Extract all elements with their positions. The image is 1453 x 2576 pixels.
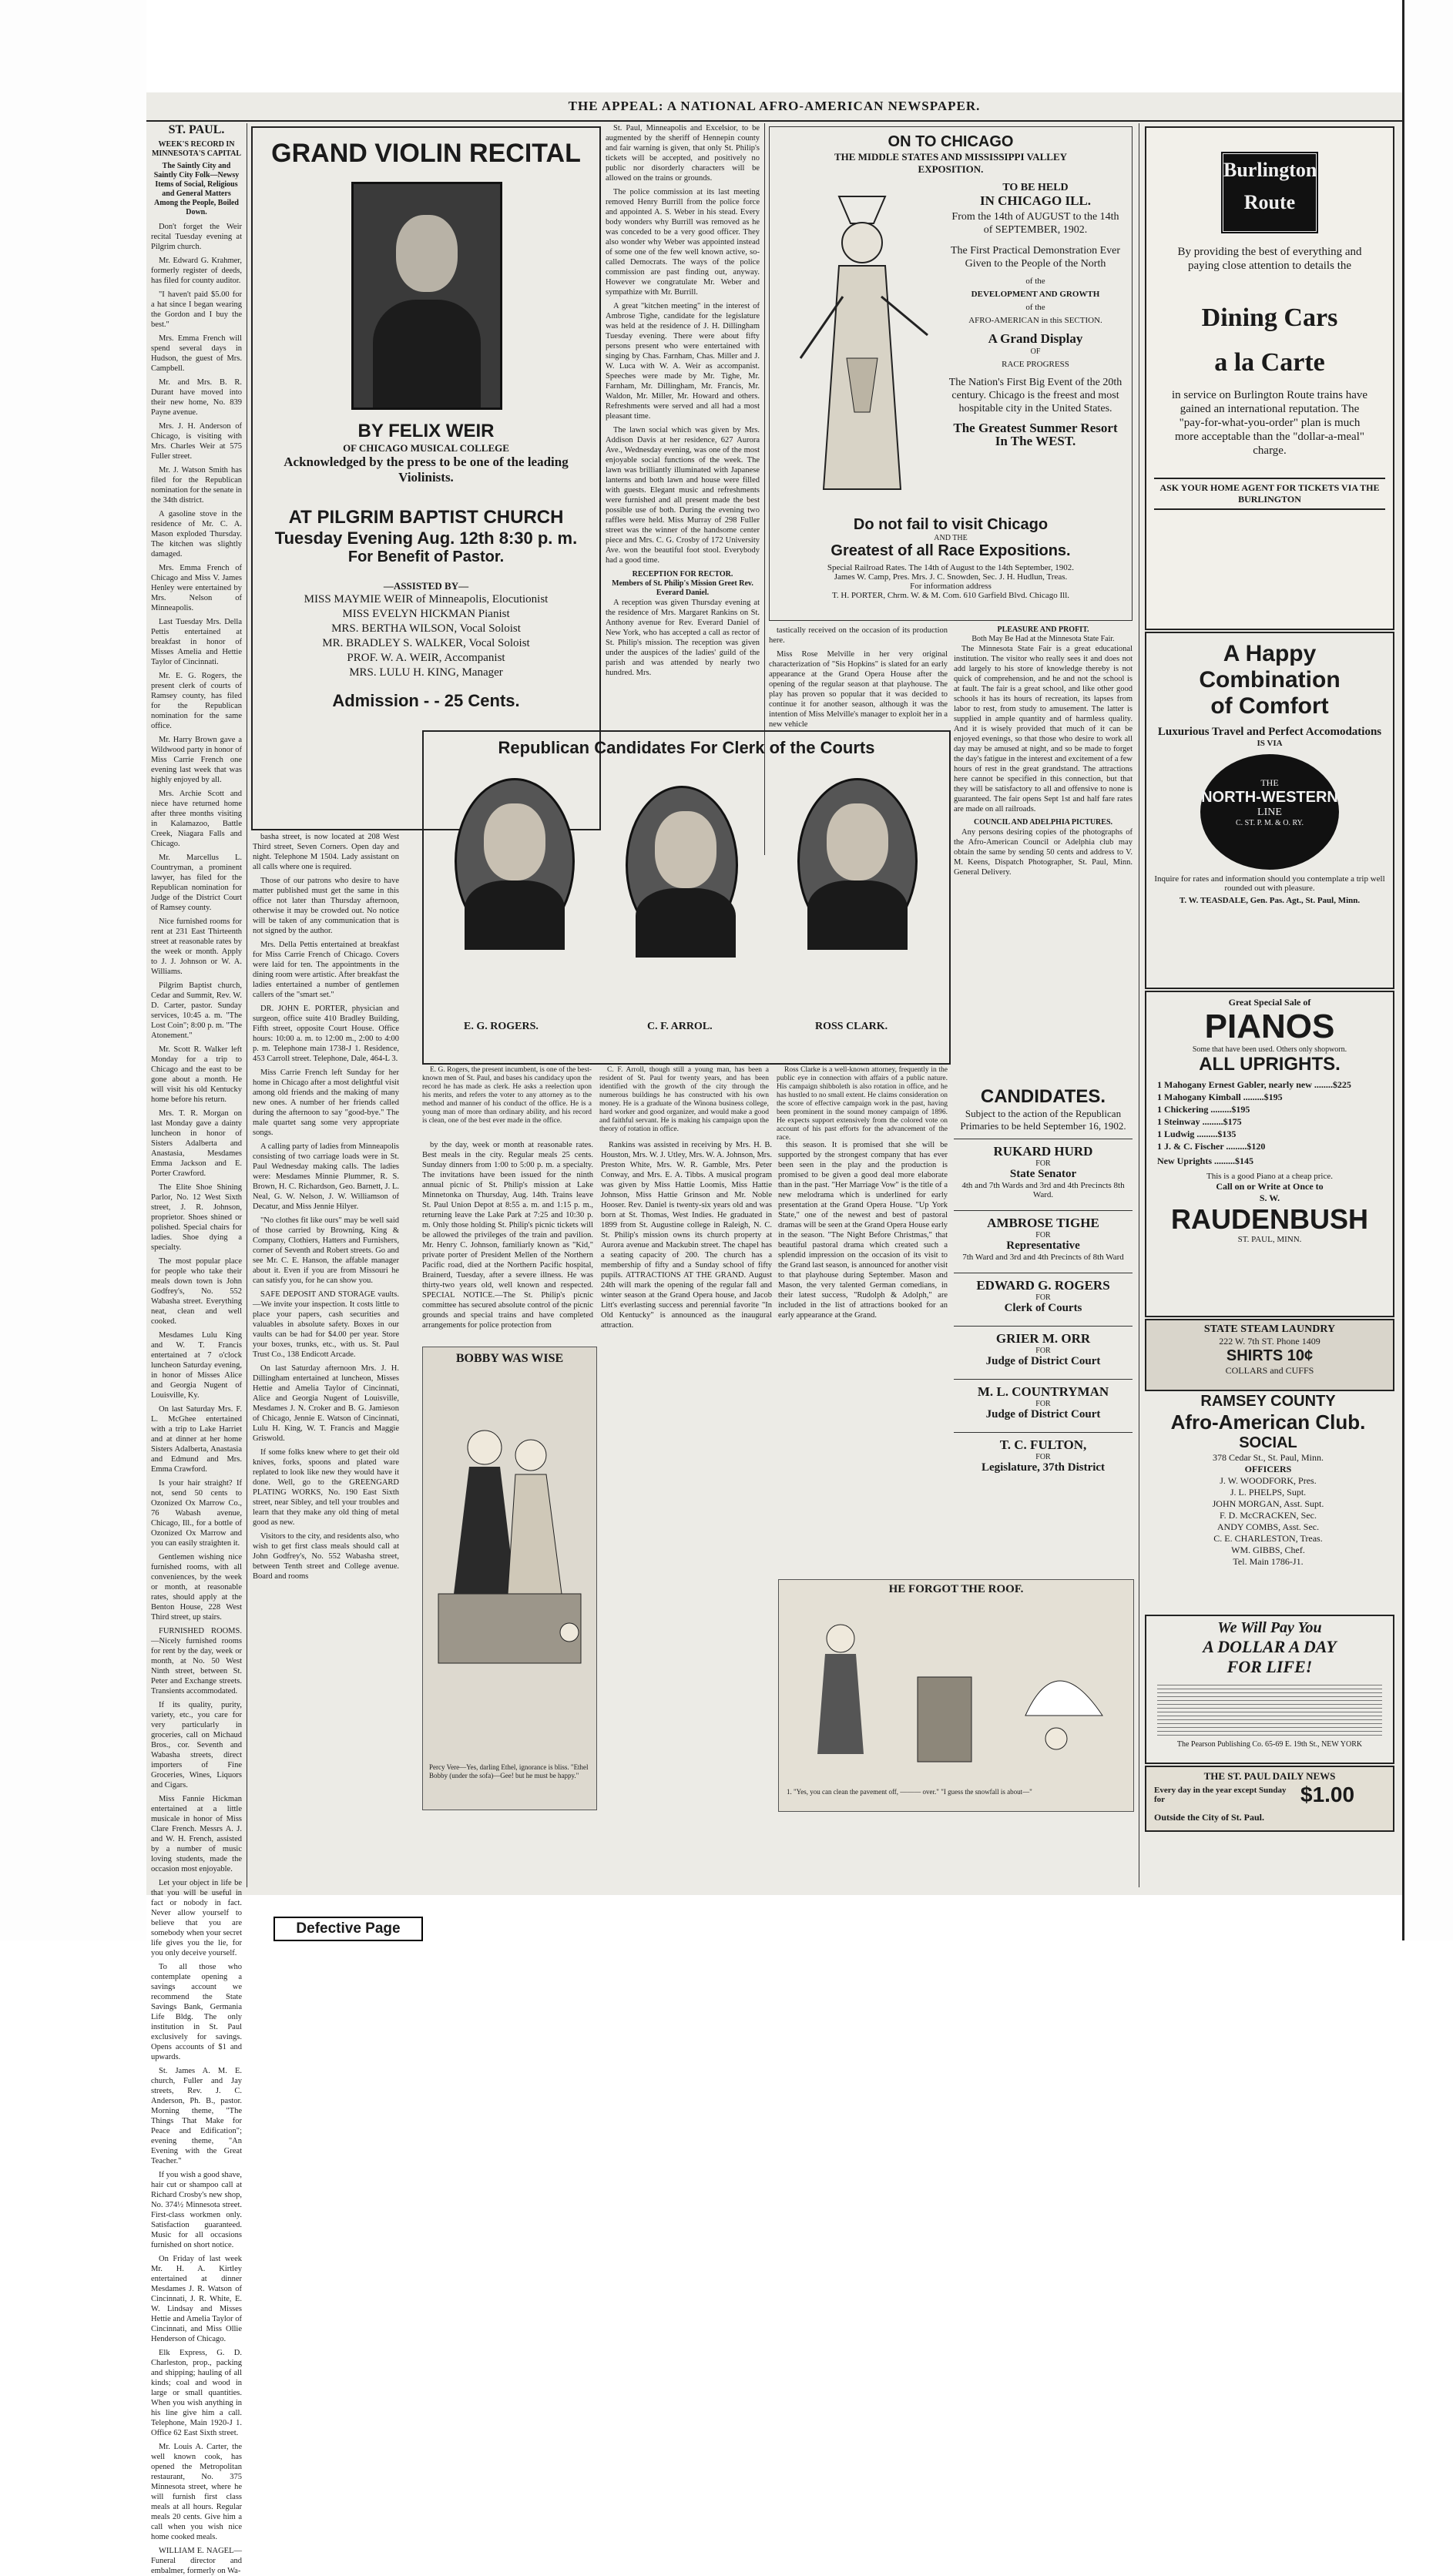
candidate-name: GRIER M. ORR [995, 1331, 1091, 1346]
chicago-ofthe: of the [1025, 303, 1045, 312]
candidate-detail: 4th and 7th Wards and 3rd and 4th Precincts 8th Ward. [961, 1181, 1125, 1199]
melville-paragraphs [769, 626, 948, 730]
news-item: FURNISHED ROOMS.—Nicely furnished rooms for rent by the day, week or month, at No. 50 West Ninth street, between St. Peter and Exchange streets. Transients accommodated. [151, 1627, 242, 1696]
recital-assistants [253, 592, 599, 680]
news-item: basha street, is now located at 208 West Third street, Seven Corners. Open day and night. Telephone M 1504. Lady assistant on all calls where one is required. [253, 833, 399, 871]
bobby-title: BOBBY WAS WISE [455, 1352, 564, 1365]
uprights: ALL UPRIGHTS. [1199, 1054, 1341, 1075]
news-item: Miss Fannie Hickman entertained at a little musicale in honor of Miss Clare French. Messrs A. J. and W. H. French, assisted by a number of music loving students, made the occasion most enjoyable. [151, 1795, 242, 1873]
news-item: A great "kitchen meeting" in the interest of Ambrose Tighe, candidate for the legislature was held at the residence of J. H. Dillingham Tuesday evening. There were about fifty persons present who were entertained with singing by Chas. Farnham, Chas. Miller and J. W. Luca with W. A. Weir as accompanist. Speeches were made by Mr. Tighe, Mr. Farnham, Mr. Dillingham, Mr. Francis, Mr. Waldon, Mr. Miller, Mr. Howard and others. Refreshments were served and all had a most pleasant time. [606, 302, 760, 421]
nw-rr: C. ST. P. M. & O. RY. [1236, 819, 1304, 827]
candidate-name: AMBROSE TIGHE [987, 1216, 1099, 1230]
club-officer: Tel. Main 1786-J1. [1233, 1556, 1304, 1567]
pianos-note: Some that have been used. Others only shopworn. [1192, 1045, 1347, 1054]
nw-name: NORTH-WESTERN [1201, 789, 1338, 806]
news-item: A gasoline stove in the residence of Mr. C. A. Mason exploded Thursday. The kitchen was slightly damaged. [151, 510, 242, 558]
nw-the: THE [1260, 777, 1279, 788]
raudenbush: RAUDENBUSH [1170, 1203, 1368, 1235]
recital-by: BY FELIX WEIR [357, 421, 495, 441]
afro-club-ad [1145, 1393, 1391, 1608]
news-item: Mr. Louis A. Carter, the well known cook, has opened the Metropolitan restaurant, No. 375 Minnesota street, where he will furnish first class meals at all hours. Regular meals 20 cents. Give him a call when you wish nice home cooked meals. [151, 2443, 242, 2541]
candidate-entries [954, 1139, 1133, 1474]
ramsey: RAMSEY COUNTY [1200, 1393, 1336, 1410]
afro-club: Afro-American Club. [1170, 1410, 1366, 1434]
bio-rogers: E. G. Rogers, the present incumbent, is one of the best-known men of St. Paul, and bases his candidacy upon the record he has made as clerk. He asks a reelection upon his merits, and refers the voter to any attorney as to the method and manner of his conduct of the office. He is a young man of more than ordinary ability, and his record is clean, one of the best ever made in the office. [422, 1066, 592, 1125]
roof-illustration [779, 1600, 1133, 1777]
news-item: Mr. and Mrs. B. R. Durant have moved into their new home, No. 839 Payne avenue. [151, 378, 242, 417]
news-item: The most popular place for people who take their meals down town is John Godfrey's, No. 552 Wabasha street. Everything neat, clean and well cooked. [151, 1257, 242, 1326]
news-item: Let your object in life be that you will be useful in fact or nobody in fact. Never allow yourself to believe that you are somebody when your secret life gives you the lie, for you only deceive yourself. [151, 1879, 242, 1957]
north-western-logo [1200, 754, 1339, 870]
chicago-info: For information address [910, 582, 992, 591]
news-item: "I haven't paid $5.00 for a hat since I began wearing the Gordon and I buy the best." [151, 290, 242, 329]
news-item: WILLIAM E. NAGEL—Funeral director and embalmer, formerly on Wa- [151, 2547, 242, 2575]
chicago-porter: T. H. PORTER, Chrm. W. & M. Com. 610 Garfield Blvd. Chicago Ill. [831, 591, 1070, 600]
bobby-illustration [423, 1378, 596, 1740]
club-addr: 378 Cedar St., St. Paul, Minn. [1212, 1452, 1324, 1463]
assistant-name: MRS. BERTHA WILSON, Vocal Soloist [331, 622, 521, 635]
column-st-paul [151, 123, 242, 2575]
candidate-entry [954, 1326, 1133, 1368]
piano-item: 1 J. & C. Fischer .........$120 [1157, 1141, 1266, 1152]
nw-inquire: Inquire for rates and information should you contemplate a trip well rounded out with pleasure. [1154, 874, 1385, 893]
arrol-portrait [626, 786, 738, 944]
news-item: Gentlemen wishing nice furnished rooms, with all conveniences, by the week or month, at reasonable rates, should apply at the Benton House, 228 West Third street, up stairs. [151, 1553, 242, 1622]
news-item: Last Tuesday Mrs. Della Pettis entertained at breakfast in honor of Misses Amelia and Hettie Taylor of Cincinnati. [151, 618, 242, 666]
chicago-greatest: Greatest of all Race Expositions. [831, 542, 1071, 559]
burlington-text: By providing the best of everything and paying close attention to details the [1177, 246, 1362, 272]
candidates-title: CANDIDATES. [980, 1086, 1106, 1107]
happy-3: of Comfort [1210, 693, 1329, 719]
news-item: Mrs. Emma French of Chicago and Miss V. James Henley were entertained by Mrs. Nelson of Minneapolis. [151, 564, 242, 612]
laundry-3: SHIRTS 10¢ [1226, 1347, 1314, 1364]
clark-portrait [797, 778, 918, 944]
officers: OFFICERS [1244, 1464, 1292, 1474]
chicago-of2: OF [1030, 347, 1041, 356]
news-item: Mrs. J. H. Anderson of Chicago, is visiting with Mrs. Charles Weir at 575 Fuller street. [151, 422, 242, 461]
chicago-afro: AFRO-AMERICAN in this SECTION. [968, 316, 1102, 325]
good-piano: This is a good Piano at a cheap price. [1206, 1172, 1334, 1181]
bobby-caption: Percy Vere—Yes, darling Ethel, ignorance is bliss. "Ethel Bobby (under the sofa)—Gee! but he must be happy." [429, 1763, 589, 1779]
club-officer: JOHN MORGAN, Asst. Supt. [1212, 1498, 1324, 1509]
piano-item: 1 Steinway .........$175 [1157, 1116, 1242, 1127]
chicago-display: A Grand Display [988, 331, 1083, 346]
raud-addr: ST. PAUL, MINN. [1237, 1235, 1302, 1244]
candidate-for: FOR [1035, 1293, 1051, 1302]
news-item: Mr. E. G. Rogers, the present clerk of courts of Ramsey county, has filed for the Republican nomination for the same office. [151, 672, 242, 730]
will-pay: We Will Pay You [1217, 1619, 1322, 1636]
pianos-ad [1145, 991, 1394, 1317]
masthead: THE APPEAL: A NATIONAL AFRO-AMERICAN NEWSPAPER. [146, 92, 1402, 122]
dollar-a-day-ad [1145, 1615, 1394, 1764]
bio-arrol: C. F. Arroll, though still a young man, has been a resident of St. Paul for twenty years, and has been identified with the growth of the city through the numerous buildings he has constructed with his own money. He is a graduate of the Winona business college, hard worker and good organizer, and would make a good and faithful servant. He is making his campaign upon the theory of rotation in office. [599, 1066, 769, 1133]
col1-paragraphs [151, 222, 242, 2576]
burlington-logo-text: Burlington Route [1223, 159, 1317, 213]
news-item: Mr. J. Watson Smith has filed for the Republican nomination for the senate in the 34th district. [151, 466, 242, 505]
chicago-city: IN CHICAGO ILL. [979, 193, 1092, 208]
candidate-office: Clerk of Courts [1004, 1302, 1082, 1314]
rector-sub: Members of St. Philip's Mission Greet Rev. Everard Daniel. [612, 579, 753, 597]
candidate-office: Representative [1006, 1239, 1080, 1252]
club-officer: ANDY COMBS, Asst. Sec. [1216, 1521, 1320, 1532]
allegorical-figure [785, 181, 939, 505]
recital-of: OF CHICAGO MUSICAL COLLEGE [343, 442, 509, 454]
candidate-name: RUKARD HURD [993, 1144, 1093, 1159]
news-item: Those of our patrons who desire to have matter published must get the same in this office not later than Thursday afternoon, otherwise it may be crowded out. No notice will be taken of any communication that is not signed by the author. [253, 877, 399, 935]
piano-item: 1 Ludwig .........$135 [1157, 1129, 1237, 1139]
rector-text: A reception was given Thursday evening at the residence of Mrs. Margaret Rankins on St. Anthony avenue for Rev. Everard Daniel of New York, who has accepted a call as rector of St. Philip's mission. The reception was given under the auspices of the ladies' guild of the parish and was attended by nearly two hundred. Mrs. [606, 599, 760, 677]
candidate-office: State Senator [1009, 1168, 1077, 1180]
club-officer: WM. GIBBS, Chef. [1231, 1545, 1305, 1555]
pleasure-text: The Minnesota State Fair is a great educational institution. The visitor who really sees it and does not add largely to his store of knowledge thereby is not quick of comprehension, and he and not the school is at fault. The fair is a great school, and like other good schools it has its hours of recreation, its lapses from labor to rest, from study to amusement. The latter is supplied in ample quantity and of harmless quality. And it is wisely provided that much of it can be enjoyed evenings, so that those who desire to work all day may be amused at night, and so be made to forget the day's fatigue in the interest and excitement of a few hours of rest in the great grandstand. The attractions here cannot be specified in this connection, but that they will be satisfactory to all and offensive to none is guaranteed. The fair opens Sept 1st and half fare rates are made on all railroads. [954, 645, 1133, 813]
roof-cartoon [778, 1579, 1134, 1812]
chicago-first: The First Practical Demonstration Ever Given to the People of the North [950, 245, 1121, 270]
luxurious: Luxurious Travel and Perfect Accomodations [1157, 726, 1382, 738]
assistant-name: MRS. LULU H. KING, Manager [349, 666, 503, 679]
candidate-name: M. L. COUNTRYMAN [977, 1384, 1109, 1399]
news-item: On Friday of last week Mr. H. A. Kirtley entertained at dinner Mesdames J. R. Watson of Cincinnati, J. R. White, E. W. Lindsay and Misses Hettie and Amelia Taylor of Cincinnati, and Miss Ollie Henderson of Chicago. [151, 2255, 242, 2343]
scan-left-margin [0, 0, 146, 1940]
burlington-logo [1220, 151, 1319, 234]
news-item: Don't forget the Weir recital Tuesday evening at Pilgrim church. [151, 223, 242, 251]
chicago-held: TO BE HELD [1002, 182, 1069, 193]
news-item: If you wish a good shave, hair cut or shampoo call at Richard Crosby's new shop, No. 374½ Minnesota street. First-class workmen only. Satisfaction guaranteed. Music for all occasions furnished on short notice. [151, 2171, 242, 2249]
news-item: Mrs. Emma French will spend several days in Hudson, the guest of Mrs. Campbell. [151, 334, 242, 373]
news-item: SAFE DEPOSIT AND STORAGE vaults.—We invite your inspection. It costs little to place your papers, cash securities and valuables in absolute safety. Boxes in our vaults can be had for $4.00 per year. Store your boxes, trunks, etc., with us. St. Paul Trust Co., 138 Endicott Arcade. [253, 1290, 399, 1359]
chicago-and: AND THE [934, 534, 968, 542]
candidate-for: FOR [1035, 1400, 1051, 1408]
burlington-ask: ASK YOUR HOME AGENT FOR TICKETS VIA THE BURLINGTON [1154, 478, 1385, 510]
republican-candidates-box [422, 730, 951, 1065]
candidate-for: FOR [1035, 1453, 1051, 1461]
chicago-officers: James W. Camp, Pres. Mrs. J. C. Snowden, Sec. J. H. Hudlun, Treas. [834, 572, 1068, 582]
pleasure-sub: Both May Be Had at the Minnesota State Fair. [971, 635, 1115, 643]
column-2-bottom [253, 1066, 416, 1135]
chicago-sub1: THE MIDDLE STATES AND MISSISSIPPI VALLEY [834, 151, 1068, 163]
news-item: If some folks knew where to get their old knives, forks, spoons and plated ware replated to look like new they would have it done. Well, go to the GREENGARD PLATING WORKS, No. 190 East Sixth street, near Sibley, and tell your troubles and learn that they make any old thing of metal good as new. [253, 1448, 399, 1527]
candidate-office: Judge of District Court [985, 1355, 1101, 1367]
laundry-1: STATE STEAM LAUNDRY [1203, 1323, 1336, 1335]
candidate-office: Judge of District Court [985, 1408, 1101, 1420]
news-item: St. Paul, Minneapolis and Excelsior, to be augmented by the sheriff of Hennepin county and fair warning is given, that only St. Philip's tickets will be accepted, and positively no public nor disorderly characters will be allowed on the trains or grounds. [606, 124, 760, 183]
candidate-for: FOR [1035, 1159, 1051, 1168]
chicago-title: ON TO CHICAGO [888, 133, 1014, 150]
candidate-entry [954, 1210, 1133, 1262]
pleasure-head: PLEASURE AND PROFIT. [997, 626, 1089, 634]
news-item: Is your hair straight? If not, send 50 cents to Ozonized Ox Marrow Co., 76 Wabash avenue, Chicago, Ill., for a bottle of Ozonized Ox Marrow and you can easily straighten it. [151, 1479, 242, 1548]
news-item: Mesdames Lulu King and W. T. Francis entertained at 7 o'clock luncheon Saturday evening, in honor of Misses Alice and Georgia Nugent of Louisville, Ky. [151, 1331, 242, 1400]
recital-ad [251, 126, 601, 830]
news-item: To all those who contemplate opening a savings account we recommend the State Savings Bank, Germania Life Bldg. The only institution in St. Paul exclusively for savings. Opens accounts of $1 and upwards. [151, 1963, 242, 2061]
recital-when: Tuesday Evening Aug. 12th 8:30 p. m. [274, 528, 578, 548]
burlington-service: in service on Burlington Route trains have gained an international reputation. The "pay-for-what-you-order" plan is much more acceptable than the "dollar-a-meal" charge. [1171, 389, 1368, 457]
news-item: Mr. Harry Brown gave a Wildwood party in honor of Miss Carrie French one evening last week that was highly enjoyed by all. [151, 736, 242, 784]
piano-item: 1 Mahogany Kimball .........$195 [1157, 1092, 1283, 1102]
nw-agent: T. W. TEASDALE, Gen. Pas. Agt., St. Paul, Minn. [1179, 896, 1361, 905]
is-via: IS VIA [1257, 739, 1283, 748]
daily-news-ad [1145, 1766, 1394, 1832]
deck: The Saintly City and Saintly City Folk—Newsy Items of Social, Religious and General Matters Among the People, Boiled Down. [153, 162, 240, 216]
council-text: Any persons desiring copies of the photographs of the Afro-American Council or Adelphia club may obtain the same by sending 50 cents and address to V. M. Keens, Dispatch Photographer, St. Paul, Minn. General Delivery. [954, 828, 1133, 877]
recital-ack: Acknowledged by the press to be one of the leading Violinists. [284, 454, 569, 485]
council-head: COUNCIL AND ADELPHIA PICTURES. [973, 818, 1113, 827]
news-item: Mrs. Archie Scott and niece have returned home after three months visiting in Kalamazoo, Battle Creek, Niagara Falls and Chicago. [151, 790, 242, 848]
burlington-ad [1145, 126, 1394, 630]
roof-caption: 1. "Yes, you can clean the pavement off, ——— over." "I guess the snowfall is about—" [787, 1788, 1032, 1796]
news-item: The police commission at its last meeting removed Henry Burrill from the police force and appointed A. S. Weber in his stead. Every body wonders why Burrill was removed as he was conceded to be a very good officer. They also wonder why Weber was appointed instead of some one of the few well known active, so-called Democrats. The ways of the police commission are past finding out, anyway. However we congratulate Mr. Weber and sympathize with Mr. Burrill. [606, 188, 760, 297]
fine-print [1157, 1682, 1382, 1736]
social: SOCIAL [1239, 1434, 1297, 1451]
rogers-portrait [455, 778, 575, 944]
for-life: FOR LIFE! [1226, 1657, 1313, 1676]
news-item: Miss Carrie French left Sunday for her home in Chicago after a most delightful visit among old friends and the making of many new ones. A number of her friends called during the afternoon to say "good-bye." The male quartet sang some very appropriate songs. [253, 1068, 399, 1137]
column-2-lower [253, 832, 399, 1581]
chicago-sub2: EXPOSITION. [918, 163, 984, 175]
dn-price: $1.00 [1300, 1783, 1355, 1806]
news-item: DR. JOHN E. PORTER, physician and surgeon, office suite 410 Bradley Building, Fifth street, opposite Court House. Office hours: 10:00 a. m. to 12:00 m., 2:00 to 4:00 p. m. Telephone main 1738-J 1. Residence, 453 Carroll street. Telephone, Dale, 464-L 3. [253, 1005, 399, 1063]
candidate-for: FOR [1035, 1347, 1051, 1355]
laundry-4: COLLARS and CUFFS [1225, 1365, 1314, 1376]
bio-clark: Ross Clarke is a well-known attorney, frequently in the public eye in connection with affairs of a public nature. His campaign shibboleth is also rotation in office, and he has hustled to no small extent. He claims consideration on the score of effective campaign work in the past, having been prominent in the sound money campaign of 1896. He expects support extensively from the colored vote on account of his past efforts for the advancement of the race. [777, 1066, 948, 1142]
news-item: If its quality, purity, variety, etc., you care for very particularly in groceries, call on Michaud Bros., cor. Seventh and Wabasha streets, direct importers of Fine Groceries, Wines, Liquors and Cigars. [151, 1701, 242, 1789]
club-officer: J. L. PHELPS, Supt. [1230, 1487, 1307, 1498]
col2-excerpt: by the day, week or month at reasonable rates. Best meals in the city. Regular meals 25 cents. Sunday dinners from 1:00 to 5:00 p. m. a specialty. The invitations have been issued for the ninth annual picnic of St. Philip's mission at Lake Minnetonka on Thursday, Aug. 14th. Trains leave St. Paul Union Depot at 8:55 a. m. and 1:15 p. m., returning leave the Lake Park at 7:25 and 10:30 p. m. Only those holding St. Philip's picnic tickets will be allowed the privileges of the train and pavilion. Mr. Henry C. Johnson, familiarly known as "Kid," private porter of President Mellen of the Northern Pacific road, died at the Northern Pacific hospital, Brainerd, Tuesday, after a severe illness. He was thirty-two years old, well known and respected. SPECIAL NOTICE.—The St. Philip's picnic committee has secured absolute control of the picnic grounds and special trains and have completed arrangements for police protection from [422, 1141, 593, 1330]
candidate-name-rogers: E. G. ROGERS. [464, 1021, 539, 1032]
chicago-rates: Special Railroad Rates. The 14th of August to the 14th September, 1902. [827, 563, 1075, 572]
news-item: The Elite Shoe Shining Parlor, No. 12 West Sixth street, J. R. Johnson, proprietor. Shoes shined or polished. Special chairs for ladies. Shoe dying a specialty. [151, 1183, 242, 1252]
candidates-sub: Subject to the action of the Republican Primaries to be held September 16, 1902. [960, 1108, 1126, 1132]
candidate-entry [954, 1379, 1133, 1421]
col4-excerpt: this season. It is promised that she will be supported by the strongest company that has ever been seen in the play and the production is promised to be given a good deal more elaborate than in the past. "Her Marriage Vow" is the title of a new melodrama which is underlined for early presentation at the Grand Opera House. "Up York State," one of the newest and best of pastoral dramas will be seen at the Grand Opera House early in the season. "The Night Before Christmas," that beautiful pastoral drama which created such a splendid impression on the occasion of its visit to the Grand last season, is announced for another visit to that playhouse during September. Mason and Mason, the very talented German comedians, in their latest success, "Rudolph & Adolph," are included in the list of attractions booked for an early appearance at the Grand. [778, 1141, 948, 1320]
news-item: Mr. Edward G. Krahmer, formerly register of deeds, has filed for county auditor. [151, 257, 242, 285]
daily-news: THE ST. PAUL DAILY NEWS [1203, 1770, 1336, 1782]
recital-title: GRAND VIOLIN RECITAL [271, 139, 581, 168]
dn-every: Every day in the year except Sunday for [1154, 1786, 1287, 1804]
assistant-name: PROF. W. A. WEIR, Accompanist [347, 652, 505, 664]
violinist-portrait [351, 182, 502, 410]
pianos-title: PIANOS [1204, 1008, 1335, 1045]
news-item: Nice furnished rooms for rent at 231 East Thirteenth street at reasonable rates by the week or month. Apply to J. J. Johnson or W. A. Williams. [151, 917, 242, 976]
news-item: On last Saturday afternoon Mrs. J. H. Dillingham entertained at luncheon, Misses Hettie and Amelia Taylor of Cincinnati, Alice and Georgia Nugent of Louisville, Mesdames J. N. Croker and B. G. Jamieson of Chicago, Jennie E. Watson of Cincinnati, Lulu H. King, W. T. Francis and Maggie Griswold. [253, 1364, 399, 1443]
rector-head: RECEPTION FOR RECTOR. [632, 570, 733, 579]
republican-title: Republican Candidates For Clerk of the Courts [498, 738, 875, 757]
chicago-race: RACE PROGRESS [1002, 360, 1069, 369]
officer-list [1145, 1475, 1391, 1568]
candidate-for: FOR [1035, 1231, 1051, 1239]
col2b-paragraphs [253, 832, 399, 1581]
laundry-ad [1145, 1319, 1394, 1391]
club-officer: C. E. CHARLESTON, Treas. [1213, 1533, 1323, 1544]
news-item: On last Saturday Mrs. F. L. McGhee entertained with a trip to Lake Harriet and at dinner at her home Sisters Adalberta, Anastasia and Edmund and Mrs. Emma Crawford. [151, 1405, 242, 1474]
assistant-name: MISS EVELYN HICKMAN Pianist [342, 608, 510, 620]
dollar-day: A DOLLAR A DAY [1203, 1637, 1337, 1656]
club-officer: F. D. McCRACKEN, Sec. [1219, 1510, 1317, 1521]
kicker: ST. PAUL. [168, 123, 225, 136]
recital-venue: AT PILGRIM BAPTIST CHURCH [288, 507, 564, 528]
column-3-rankins [601, 1140, 772, 1818]
club-officer: J. W. WOODFORK, Pres. [1220, 1475, 1317, 1486]
call-write: Call on or Write at Once to [1216, 1181, 1324, 1192]
news-item: Mrs. T. R. Morgan on last Monday gave a dainty luncheon in honor of Sisters Adalberta and Anastasia, Mesdames Emma Jackson and E. Porter Crawford. [151, 1109, 242, 1178]
bobby-cartoon [422, 1347, 597, 1810]
candidate-name: T. C. FULTON, [999, 1437, 1087, 1452]
recital-admission: Admission - - 25 Cents. [332, 691, 520, 710]
assistant-name: MR. BRADLEY S. WALKER, Vocal Soloist [322, 637, 530, 649]
candidate-entry [954, 1139, 1133, 1199]
news-item: Mr. Scott R. Walker left Monday for a trip to Chicago and the east to be gone about a month. He will visit his old Kentucky home before his return. [151, 1045, 242, 1104]
news-item: Mr. Marcellus L. Countryman, a prominent lawyer, has filed for the Republican nomination for Judge of the District Court of Ramsey county. [151, 854, 242, 912]
laundry-2: 222 W. 7th ST. Phone 1409 [1219, 1336, 1320, 1347]
news-item: The lawn social which was given by Mrs. Addison Davis at her residence, 627 Aurora Ave., Wednesday evening, was one of the most enjoyable social functions of the week. The lawn was brilliantly illuminated with Japanese lanterns and both lawn and house were filled with guests. Elegant music and refreshments were furnished and all present made the best possible use of both. During the evening two raffles were held. Miss Murray of 298 Fuller street was the winner of the handsome center piece and Mrs. C. G. Crosby of 172 University Ave. won the beautiful foot stool. Everybody had a good time. [606, 426, 760, 565]
news-item: tastically received on the occasion of its production here. [769, 626, 948, 645]
column-5-state-fair [954, 626, 1133, 1072]
news-item: Mrs. Della Pettis entertained at breakfast for Miss Carrie French of Chicago. Covers were laid for ten. The appointments in the dining room were artistic. After breakfast the ladies entertained a number of gentlemen callers of the "smart set." [253, 941, 399, 999]
candidate-name-arrol: C. F. ARROL. [647, 1021, 713, 1032]
candidate-name-clark: ROSS CLARK. [815, 1021, 888, 1032]
candidate-office: Legislature, 37th District [981, 1461, 1106, 1474]
chicago-of: of the [1025, 277, 1045, 286]
chicago-dev: DEVELOPMENT AND GROWTH [971, 290, 1100, 299]
news-item: Elk Express, G. D. Charleston, prop., packing and shipping; hauling of all kinds; coal and wood in large or small quantities. When you wish anything in his line give him a call. Telephone, Main 1920-J 1. Office 62 East Sixth street. [151, 2349, 242, 2437]
pianos-sale: Great Special Sale of [1228, 997, 1311, 1008]
pearson: The Pearson Publishing Co. 65-69 E. 19th St., NEW YORK [1176, 1740, 1363, 1749]
column-2-picnic [422, 1140, 593, 1337]
piano-item: 1 Chickering .........$195 [1157, 1104, 1250, 1115]
chicago-nations: The Nation's First Big Event of the 20th century. Chicago is the freest and most hospitable city in the United States. [948, 377, 1122, 414]
col3a-paragraphs [606, 123, 760, 565]
new-uprights: New Uprights .........$145 [1157, 1156, 1253, 1166]
candidate-name: EDWARD G. ROGERS [976, 1278, 1110, 1293]
piano-list [1157, 1078, 1382, 1152]
happy-1: A Happy [1223, 641, 1317, 666]
col3-excerpt: Rankins was assisted in receiving by Mrs. H. B. Houston, Mrs. W. J. Utley, Mrs. W. A. Johnson, Mrs. Preston White, Mrs. W. R. Gamble, Mrs. Peter Conway, and Mrs. E. A. Tibbs. A musical program was given by Miss Hattie Loomis, Miss Hattie Johnson, Miss Hattie Grinson and Mr. Noble Hooser. Rev. Daniel is twenty-six years old and was born at St. Thomas, West Indies. He graduated in 1899 from St. Augustine college in Raleigh, N. C. St. Philip's mission owns its church property at Aurora avenue and Mackubin street. The chapel has a seating capacity of 200. The church has a membership of fifty and a Sunday school of fifty pupils. ATTRACTIONS AT THE GRAND. August 24th will mark the opening of the regular fall and winter season at the Grand Opera house, and Jacob Litt's everlasting success and perennial favorite "In Old Kentucky" is announced as the inaugural attraction. [601, 1141, 772, 1330]
subhead: WEEK'S RECORD IN MINNESOTA'S CAPITAL [151, 140, 242, 158]
raud-sw: S. W. [1259, 1192, 1280, 1203]
nw-line: LINE [1257, 807, 1282, 818]
scan-right-margin [1402, 0, 1453, 1940]
a-la-carte: a la Carte [1214, 348, 1325, 377]
piano-item: 1 Mahogany Ernest Gabler, nearly new ........$225 [1157, 1079, 1351, 1090]
news-item: "No clothes fit like ours" may be well said of those carried by Browning, King & Company, Clothiers, Hatters and Furnishers, corner of Seventh and Robert streets. Go and see Mr. C. E. Hanson, the affable manager about it. Even if you are from Missouri he can satisfy you, for he can show you. [253, 1216, 399, 1285]
news-item: St. James A. M. E. church, Fuller and Jay streets, Rev. J. C. Anderson, Ph. B., pastor. Morning theme, "The Things That Make for Peace and Edification"; evening theme, "An Evening with the Great Teacher." [151, 2067, 242, 2165]
happy-2: Combination [1199, 667, 1341, 693]
candidate-entry [954, 1432, 1133, 1474]
news-item: Pilgrim Baptist church, Cedar and Summit, Rev. W. D. Carter, pastor. Sunday services, 10:45 a. m. "The Lost Coin"; 8:00 p. m. "The Atonement." [151, 981, 242, 1040]
defective-page-stamp: Defective Page [273, 1917, 423, 1941]
column-4-grand [778, 1140, 948, 1340]
news-item: Visitors to the city, and residents also, who wish to get first class meals should call at John Godfrey's, No. 552 Wabasha street, between Tenth street and College avenue. Board and rooms [253, 1532, 399, 1581]
candidate-entry [954, 1273, 1133, 1315]
roof-title: HE FORGOT THE ROOF. [888, 1583, 1024, 1595]
chicago-fail: Do not fail to visit Chicago [853, 516, 1049, 533]
candidate-detail: 7th Ward and 3rd and 4th Precincts of 8th Ward [962, 1253, 1124, 1262]
north-western-ad [1145, 632, 1394, 989]
news-item: Miss Rose Melville in her very original characterization of "Sis Hopkins" is slated for an early appearance at the Grand Opera House after the opening of the regular season at that playhouse. The play has proven so popular that it was decided to continue it for another season, although it was the intention of Miss Melville's manager to exploit her in a new vehicle [769, 650, 948, 729]
dn-outside: Outside the City of St. Paul. [1154, 1812, 1265, 1823]
news-item: A calling party of ladies from Minneapolis consisting of two carriage loads were in St. Paul Wednesday making calls. The ladies were: Mesdames Minnie Plummer, R. S. Brown, H. C. Richardson, Geo. Barnett, J. L. Neal, G. W. Nelson, J. W. Williamson of Decatur, and Miss Jennie Hilyer. [253, 1142, 399, 1211]
assistant-name: MISS MAYMIE WEIR of Minneapolis, Elocutionist [304, 593, 549, 605]
dining-cars: Dining Cars [1201, 304, 1338, 332]
recital-benefit: For Benefit of Pastor. [347, 548, 505, 565]
recital-assisted: —ASSISTED BY— [383, 580, 469, 592]
chicago-exposition-ad [769, 126, 1133, 621]
chicago-resort: The Greatest Summer Resort In The WEST. [953, 421, 1118, 448]
column-4-melville [769, 626, 948, 729]
candidate-bios [422, 1066, 948, 1140]
chicago-dates: From the 14th of AUGUST to the 14th of SEPTEMBER, 1902. [951, 211, 1119, 236]
